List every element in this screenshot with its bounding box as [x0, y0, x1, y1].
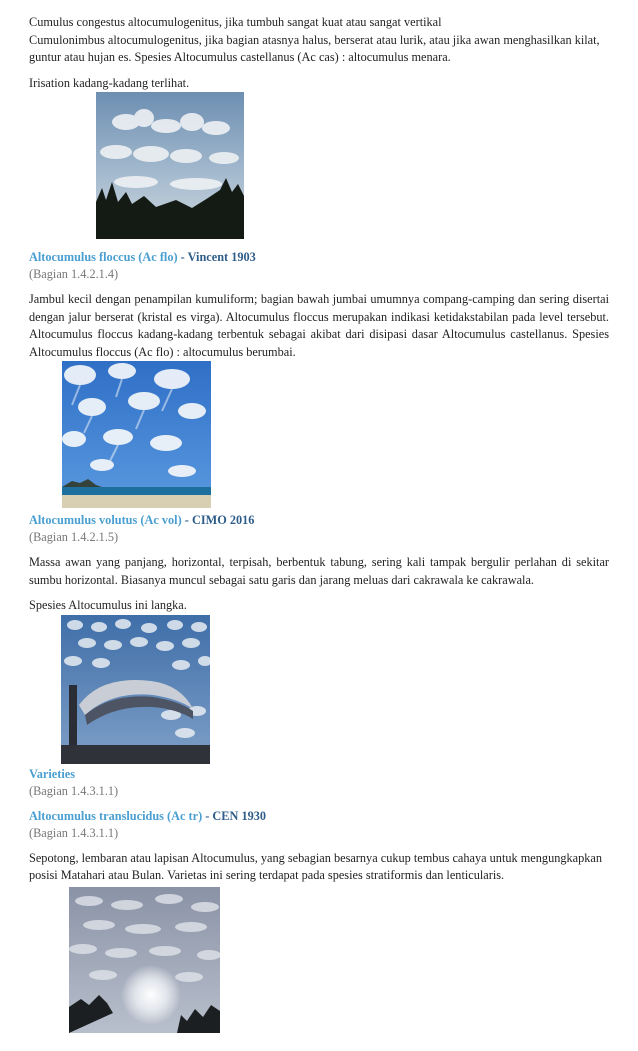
section-body-volutus: Massa awan yang panjang, horizontal, terpisah, berbentuk tabung, sering kali tampak bergulir perlahan di sekitar sumbu horizontal. Biasanya muncul sebagai satu garis dan jarang meluas dari cakrawala ke cakrawala.: [29, 555, 609, 587]
floccus-photo: [62, 361, 211, 508]
volutus-photo: [61, 615, 210, 764]
section-ref-varieties: (Bagian 1.4.3.1.1): [29, 783, 119, 798]
section-ref-floccus: (Bagian 1.4.2.1.4): [29, 267, 119, 281]
section-body-floccus: Jambul kecil dengan penampilan kumuliform; bagian bawah jumbai umumnya compang-camping dan sering disertai dengan jalur berserat (kristal es virga). Altocumulus floccus merupakan indikasi ketidakstabilan pada level tersebut. Altocumulus floccus kadang-kadang terbentuk sebagai akibat dari disipasi dasar Altocumulus castellanus. Spesies Altocumulus floccus (Ac flo) : altocumulus berumbai.: [29, 292, 609, 359]
castellanus-photo: [96, 92, 244, 239]
translucidus-photo: [69, 887, 220, 1033]
section-body-translucidus: Sepotong, lembaran atau lapisan Altocumulus, yang sebagian besarnya cukup tembus cahaya untuk mengungkapkan posisi Matahari atau Bulan. Varietas ini sering terdapat pada spesies stratiformis dan lenticularis.: [29, 850, 603, 882]
section-heading-floccus: Altocumulus floccus (Ac flo) - Vincent 1903: [29, 250, 256, 264]
section-ref-translucidus: (Bagian 1.4.3.1.1): [29, 825, 119, 840]
intro-line-1: Cumulus congestus altocumulogenitus, jika tumbuh sangat kuat atau sangat vertikal: [29, 15, 442, 29]
section-heading-translucidus: Altocumulus translucidus (Ac tr) - CEN 1930: [29, 808, 267, 823]
section-note-volutus: Spesies Altocumulus ini langka.: [29, 598, 187, 612]
document-page: [29, 14, 609, 1033]
section-ref-volutus: (Bagian 1.4.2.1.5): [29, 530, 119, 544]
intro-line-2: Cumulonimbus altocumulogenitus, jika bagian atasnya halus, berserat atau lurik, atau jika awan menghasilkan kilat, guntur atau hujan es. Spesies Altocumulus castellanus (Ac cas) : altocumulus menara.: [29, 32, 600, 64]
section-heading-varieties: Varieties: [29, 766, 75, 781]
intro-line-3: Irisation kadang-kadang terlihat.: [29, 75, 190, 90]
section-heading-volutus: Altocumulus volutus (Ac vol) - CIMO 2016: [29, 513, 255, 527]
